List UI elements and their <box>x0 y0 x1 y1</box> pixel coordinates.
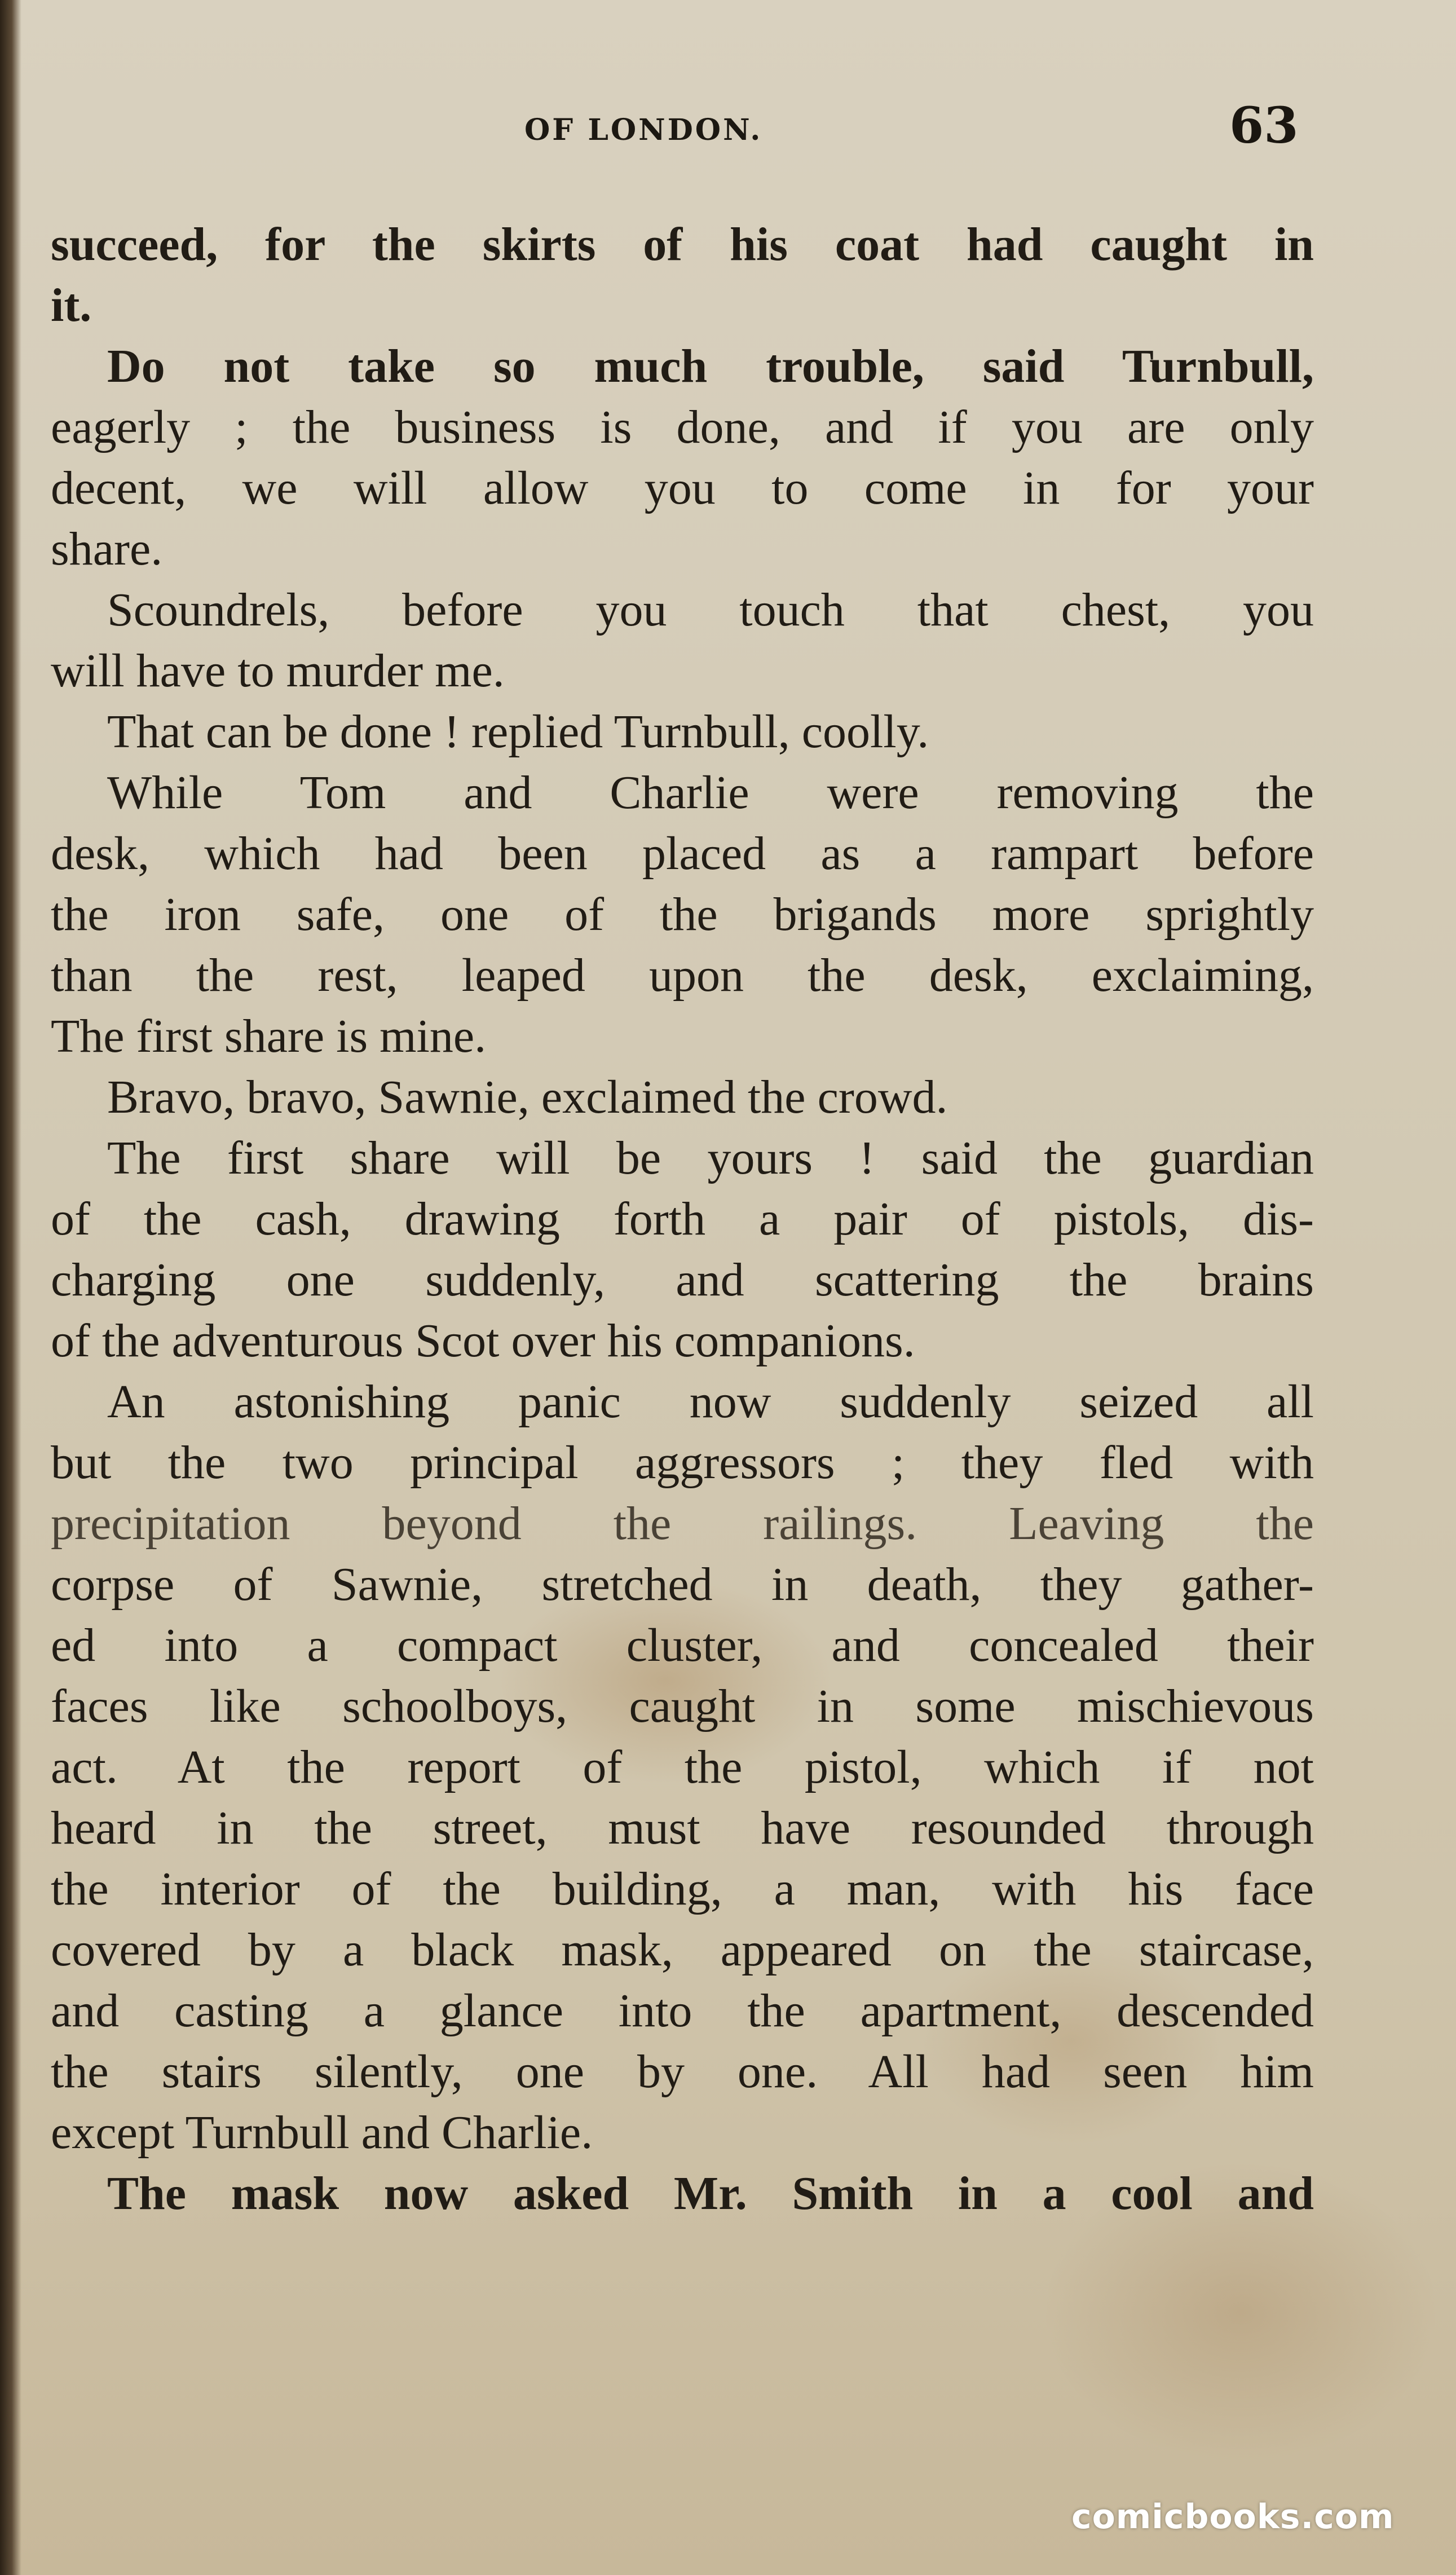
text-line: but the two principal aggressors ; they fled with <box>51 1436 1314 1489</box>
text-line: An astonishing panic now suddenly seized all <box>107 1375 1314 1428</box>
text-line: the stairs silently, one by one. All had seen him <box>51 2045 1314 2098</box>
text-line: eagerly ; the business is done, and if you are only <box>51 401 1314 453</box>
page-number: 63 <box>1229 96 1299 155</box>
text-line: succeed, for the skirts of his coat had caught in <box>51 218 1314 271</box>
text-line: The mask now asked Mr. Smith in a cool and <box>107 2167 1314 2220</box>
text-line: share. <box>51 523 163 575</box>
body-text <box>51 214 1314 2224</box>
text-line: the iron safe, one of the brigands more sprightly <box>51 888 1314 941</box>
text-line: except Turnbull and Charlie. <box>51 2106 593 2159</box>
text-line: corpse of Sawnie, stretched in death, they gather- <box>51 1558 1314 1611</box>
text-line: faces like schoolboys, caught in some mischievous <box>51 1680 1314 1732</box>
watermark: comicbooks.com <box>1071 2497 1395 2537</box>
text-line: of the cash, drawing forth a pair of pistols, dis- <box>51 1193 1314 1245</box>
text-line: Bravo, bravo, Sawnie, exclaimed the crowd. <box>107 1071 948 1123</box>
book-spine-shadow <box>0 0 21 2575</box>
page-header <box>0 96 1456 164</box>
text-line: ed into a compact cluster, and concealed their <box>51 1619 1314 1672</box>
text-line: charging one suddenly, and scattering the brains <box>51 1254 1314 1306</box>
text-line: The first share will be yours ! said the guardian <box>107 1132 1314 1184</box>
text-line: While Tom and Charlie were removing the <box>107 766 1314 819</box>
text-line: Do not take so much trouble, said Turnbull, <box>107 340 1314 393</box>
running-head: OF LONDON. <box>524 113 763 147</box>
text-line: heard in the street, must have resounded through <box>51 1802 1314 1854</box>
text-line: decent, we will allow you to come in for your <box>51 462 1314 514</box>
text-line: desk, which had been placed as a rampart before <box>51 827 1314 880</box>
text-line: and casting a glance into the apartment, descended <box>51 1985 1314 2037</box>
text-line: precipitation beyond the railings. Leaving the <box>51 1497 1314 1550</box>
text-line: covered by a black mask, appeared on the staircase, <box>51 1924 1314 1976</box>
text-line: it. <box>51 279 92 332</box>
text-line: Scoundrels, before you touch that chest, you <box>107 584 1314 636</box>
text-line: act. At the report of the pistol, which if not <box>51 1741 1314 1793</box>
text-line: the interior of the building, a man, with his face <box>51 1863 1314 1915</box>
text-line: The first share is mine. <box>51 1010 487 1062</box>
text-line: than the rest, leaped upon the desk, exclaiming, <box>51 949 1314 1002</box>
text-line: That can be done ! replied Turnbull, coolly. <box>107 706 929 758</box>
text-line: will have to murder me. <box>51 645 505 697</box>
text-line: of the adventurous Scot over his companions. <box>51 1315 915 1367</box>
